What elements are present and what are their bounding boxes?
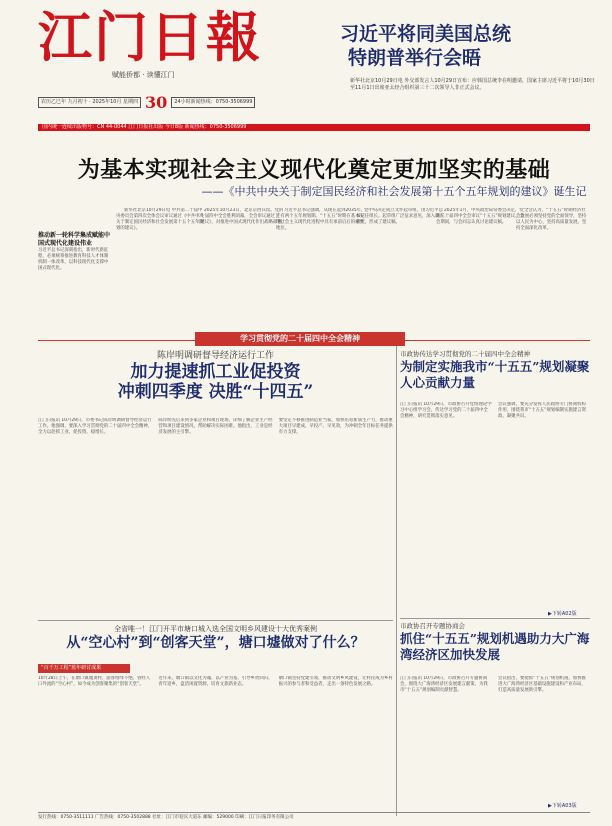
story-village-heading[interactable] <box>38 624 393 652</box>
row-rule <box>38 620 393 621</box>
lead-story-heading[interactable] <box>38 156 590 200</box>
column-text: 会议强调，要充分发挥人民政协专门协商机构作用，围绕我市“十五五”规划编制实施建言资政、凝聚共识。 <box>498 402 586 419</box>
date-box: 农历乙巳年 九月初十 · 2025年10月 星期四 <box>38 97 141 108</box>
column-text: 10月28日上午，在塘口镇墟顶村，游客络绎不绝。曾经人口外流的“空心村”，如今成为创客聚集的“创客天堂”。 <box>38 676 151 687</box>
hotline-box: 24小时新闻热线：0750-3506999 <box>171 97 255 108</box>
lead-story-column <box>276 208 366 328</box>
footer: 发行热线：0750-3511111 广告热线：0750-3502888 社址：江门市迎宾大道东 邮编：529000 印刷：江门日报印务有限公司 <box>38 812 590 822</box>
sidebar-story[interactable] <box>38 232 110 327</box>
newspaper-logo: 江门日報 <box>38 5 262 69</box>
lead-story-column <box>356 208 446 328</box>
story-cppcc-kicker: 市政协传达学习贯彻党的二十届四中全会精神 <box>400 350 530 358</box>
lead-story-column <box>516 208 590 328</box>
column-text: 习近平总书记强调，从现在起到2035年，还有两个五年规划期。“十五五”时期在基本实现社会主义现代化进程中具有承前启后的重要地位。 <box>276 208 366 231</box>
column-text: 江门日报讯 10月29日，市政协召开专题协商会，围绕大广海湾经济区发展建言献策，为我市“十五五”规划编制贡献智慧。 <box>400 676 488 693</box>
story-bay-title: 抓住“十五五”规划机遇助力大广海湾经济区加快发展 <box>400 631 590 662</box>
top-headline-line2: 特朗普举行会晤 <box>348 47 482 69</box>
column-rule <box>396 346 397 816</box>
story-economy-kicker: 陈岸明调研督导经济运行工作 <box>156 351 274 361</box>
story-cppcc-title: 为制定实施我市“十五五”规划凝聚人心贡献力量 <box>400 359 590 390</box>
story-bay-heading[interactable] <box>400 622 590 663</box>
column-text: 江门日报讯 10月29日，市委书记陈岸明调研督导经济运行工作。他强调，要深入学习贯彻党的二十届四中全会精神，全力以赴抓工业、促投资、稳增长。 <box>38 418 153 435</box>
story-village-tag: “百千万工程”蓝年研讨成果 <box>38 664 130 673</box>
top-headline[interactable] <box>340 22 590 70</box>
top-headline-summary: 新华社北京10月29日电 外交部发言人10月29日宣布：应韩国总统李在明邀请，国家主席习近平将于10月30日至11月1日出席亚太经合组织第三十二次领导人非正式会议。 <box>350 78 595 91</box>
slogan: 赋能侨都 · 读懂江门 <box>112 71 175 79</box>
column-text: 会议指出，要抢抓“十五五”规划机遇，加快推进大广海湾经济区基础设施建设和产业布局，打造高质量发展新引擎。 <box>498 676 586 693</box>
column-text: 全会认为，“十五五”时期经济社会发展必须坚持党的全面领导，坚持以人民为中心，坚持高质量发展，坚持全面深化改革。 <box>516 208 587 231</box>
column-text: 陈岸明先后来到多家企业和项目现场，详细了解企业生产经营和项目建设情况，帮助解决实际困难。他指出，工业是经济发展的主引擎。 <box>158 418 273 435</box>
column-text: 塘口镇坚持党建引领，推动文明乡风建设，让村民成为乡村振兴的参与者和受益者，走出一条特色发展之路。 <box>278 676 393 687</box>
issue-info <box>38 92 338 112</box>
story-economy-title2: 冲刺四季度 决胜“十四五” <box>117 382 314 402</box>
story-village-kicker: 全省唯一！江门开平市塘口城入选全国文明乡风建设十大优秀案例 <box>114 625 317 633</box>
publication-bar: 国内统一连续出版物号：CN 44-0044 江门日报社出版 今日8版 新闻热线：0750-3506999 <box>38 124 590 131</box>
section-banner: 学习贯彻党的二十届四中全会精神 <box>195 332 405 346</box>
story-bay-kicker: 市政协召开专题协商会 <box>400 622 465 630</box>
story-village-body <box>38 676 393 808</box>
sidebar-story-title: 推动新一轮科学集成赋能中国式现代化建设伟业 <box>38 232 111 247</box>
column-text: 2025年1月，中央政治局常委会决定，党的二十届四中全会审议“十五五”规划建议。全会期间，与会同志认真讨论建议稿。 <box>436 208 524 225</box>
lead-story-column <box>116 208 206 328</box>
lead-story-column <box>196 208 286 328</box>
column-text: 要坚定不移推进制造业当家，加快培育新质生产力，推动重大项目早建成、早投产、早见效，为冲刺全年目标任务提供有力支撑。 <box>278 418 393 435</box>
story-cppcc-heading[interactable] <box>400 350 590 391</box>
column-text: 党中央决定成立文件起草组，由习近平总书记任组长。起草组广泛征求意见，深入调查研究，形成了建议稿。 <box>356 208 444 225</box>
masthead <box>0 0 612 120</box>
story-economy-heading[interactable] <box>38 350 393 402</box>
issue-number: 30 <box>145 92 168 112</box>
lead-story-column <box>436 208 526 328</box>
column-text: 江门日报讯 10月29日，市政协召开党组理论学习中心组学习会，传达学习党的二十届四中全会精神，研究贯彻落实意见。 <box>400 402 492 419</box>
column-text: 近年来，塘口镇以文化为魂、以产业为基，引导乡贤回归、青年返乡，盘活闲置资源，培育文旅新业态。 <box>158 676 273 687</box>
row-rule <box>400 618 590 619</box>
column-text: 新华社北京10月29日电 中共第二十届中央委员会第四次全体会议审议通过《中共中央关于制定国民经济和社会发展第十五个五年规划的建议》。 <box>116 208 204 231</box>
story-economy-title1: 加力提速抓工业促投资 <box>130 362 301 382</box>
lead-story-subtitle: ——《中共中央关于制定国民经济和社会发展第十五个五年规划的建议》诞生记 <box>201 185 587 198</box>
sidebar-story-body: 习近平总书记深刻指出，新时代新征程，必须统筹推进教育科技人才体制机制一体改革，以科技现代化支撑中国式现代化。 <box>38 248 109 271</box>
story-bay-body <box>400 676 590 808</box>
story-economy-body <box>38 418 393 618</box>
story-village-title: 从“空心村”到“创客天堂”，塘口墟做对了什么？ <box>66 635 365 651</box>
story-cppcc-body <box>400 402 590 612</box>
continued-note[interactable]: ▶下转A03版 <box>548 803 577 809</box>
top-headline-line1: 习近平将同美国总统 <box>340 23 512 45</box>
column-text: 2025年10月23日，北京京西宾馆。党的二十届四中全会胜利闭幕，全会审议通过了《建议》，对推进中国式现代化作出战略部署。 <box>196 208 286 225</box>
lead-story-title: 为基本实现社会主义现代化奠定更加坚实的基础 <box>77 157 551 183</box>
continued-note[interactable]: ▶下转A02版 <box>548 611 577 617</box>
